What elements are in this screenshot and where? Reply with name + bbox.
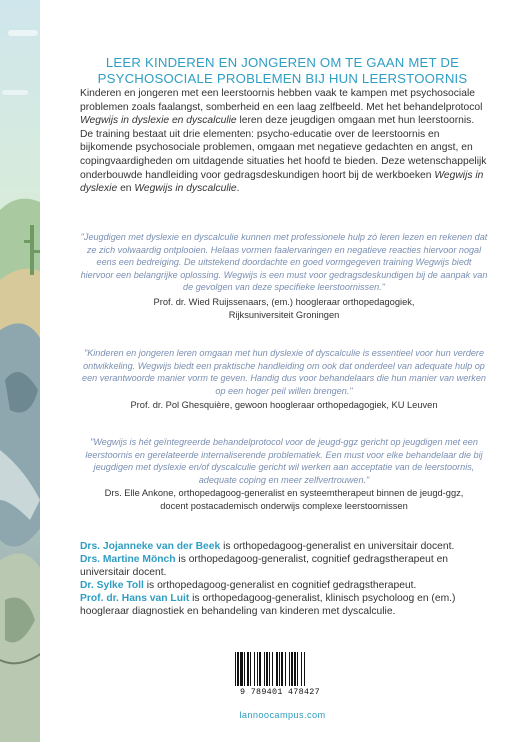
barcode-bar	[237, 652, 239, 686]
publisher-url[interactable]: lannoocampus.com	[239, 710, 326, 720]
barcode-bar	[235, 652, 236, 686]
barcode-bar	[281, 652, 283, 686]
intro-paragraph	[80, 87, 488, 196]
author-entry	[80, 554, 488, 580]
author-description: is orthopedagoog-generalist en universitair docent.	[220, 541, 455, 552]
author-entry	[80, 580, 488, 593]
intro-text-2: leren deze jeugdigen omgaan met hun leerstoornis. De training bestaat uit drie elementen: psycho-educatie over de leerstoornis en bijkomende psychosociale problemen, omgaan met negatieve gedachten en angst, en copingvaardigheden om uitdagende situaties het hoofd te bieden. Deze wetenschappelijk onderbouwde handleiding voor gedragsdeskundigen hoort bij de werkboeken	[80, 115, 487, 181]
barcode-bar	[244, 652, 245, 686]
barcode-bar	[266, 652, 268, 686]
barcode-bar	[257, 652, 258, 686]
quote-3-attribution-line-1: Drs. Elle Ankone, orthopedagoog-generalist en systeemtherapeut binnen de jeugd-ggz,	[104, 488, 464, 498]
quote-2-attribution	[80, 399, 488, 412]
barcode-bar	[285, 652, 286, 686]
barcode-bar	[254, 652, 255, 686]
barcode-bar	[279, 652, 280, 686]
barcode-bar	[304, 652, 305, 686]
barcode-bar	[264, 652, 265, 686]
barcode-bars-icon	[231, 652, 329, 688]
quote-3-attribution-line-2: docent postacademisch onderwijs complexe leerstoornissen	[160, 501, 408, 511]
quote-1-attribution-line-1: Prof. dr. Wied Ruijssenaars, (em.) hoogleraar orthopedagogiek,	[153, 297, 415, 307]
barcode-bar	[276, 652, 278, 686]
barcode-bar	[272, 652, 273, 686]
author-name: Dr. Sylke Toll	[80, 579, 144, 591]
barcode-bar	[294, 652, 296, 686]
intro-emphasis-2: Wegwijs in dyslexie	[80, 169, 484, 195]
author-description: is orthopedagoog-generalist, cognitief gedragstherapeut en universitair docent.	[80, 553, 449, 578]
barcode-bar	[247, 652, 249, 686]
intro-text-1: Kinderen en jongeren met een leerstoornis hebben vaak te kampen met psychosociale problemen zoals faalangst, somberheid en een laag zelfbeeld. Met het behandelprotocol	[80, 88, 483, 113]
intro-text-4: .	[236, 183, 240, 195]
title-line-1: LEER KINDEREN EN JONGEREN OM TE GAAN MET DE	[105, 54, 460, 70]
author-list	[80, 541, 488, 618]
barcode-bar	[297, 652, 298, 686]
quote-1-attribution	[80, 296, 488, 322]
intro-emphasis-3: Wegwijs in dyscalculie	[134, 183, 237, 195]
author-description: is orthopedagoog-generalist en cognitief gedragstherapeut.	[143, 579, 417, 591]
author-name: Drs. Jojanneke van der Beek	[80, 541, 221, 552]
quote-3-attribution	[80, 487, 488, 513]
barcode-bar	[291, 652, 293, 686]
endorsement-quote-3: "Wegwijs is hét geïntegreerde behandelprotocol voor de jeugd-ggz gericht op jeugdigen met een leerstoornis en gerelateerde internaliserende problematiek. Een must voor elke behandelaar die bij jeugdigen met dyslexie en/of dyscalculie gericht wil werken aan acceptatie van de leerstoornis, adequate coping en meer zelfvertrouwen."	[85, 437, 483, 485]
intro-emphasis-1: Wegwijs in dyslexie en dyscalculie	[80, 115, 237, 127]
quote-1-attribution-line-2: Rijksuniversiteit Groningen	[228, 310, 340, 320]
barcode-bar	[250, 652, 251, 686]
isbn-number: 9 789401 478427	[240, 687, 320, 697]
quote-2-attribution-line-1: Prof. dr. Pol Ghesquière, gewoon hoogleraar orthopedagogiek, KU Leuven	[130, 400, 438, 410]
author-entry	[80, 593, 488, 619]
author-entry	[80, 541, 488, 554]
intro-text-3: en	[117, 183, 135, 195]
endorsement-quote-1: "Jeugdigen met dyslexie en dyscalculie kunnen met professionele hulp zó leren lezen en rekenen dat ze zich volwaardig ontplooien. Helaas vormen faalervaringen en negatieve reacties hiervoor nogal eens een bedreiging. De uitstekend doordachte en goed vormgegeven training Wegwijs biedt hiervoor een belangrijke oplossing. Wegwijs is een must voor gedragsdeskundigen bij de aanpak van de gevolgen van deze specifieke leerstoornissen."	[80, 232, 488, 293]
barcode-bar	[289, 652, 290, 686]
barcode-bar	[269, 652, 270, 686]
barcode-bar	[240, 652, 243, 686]
author-description: is orthopedagoog-generalist, klinisch psycholoog en (em.) hoogleraar diagnostiek en behandeling van kinderen met dyscalculie.	[80, 592, 456, 617]
author-name: Drs. Martine Mönch	[80, 553, 176, 565]
endorsement-quote-2: "Kinderen en jongeren leren omgaan met hun dyslexie of dyscalculie is essentieel voor hun verdere ontwikkeling. Wegwijs biedt een praktische handleiding om ook dat onderdeel van adequate hulp op een verantwoorde manier vorm te geven. Handig dus voor behandelaars die hun manier van werken op een hoger peil willen brengen."	[82, 348, 486, 396]
back-cover-title	[40, 55, 525, 88]
author-name: Prof. dr. Hans van Luit	[80, 592, 190, 604]
barcode-bar	[301, 652, 302, 686]
title-line-2: PSYCHOSOCIALE PROBLEMEN BIJ HUN LEERSTOORNIS	[97, 71, 468, 87]
barcode-bar	[259, 652, 261, 686]
